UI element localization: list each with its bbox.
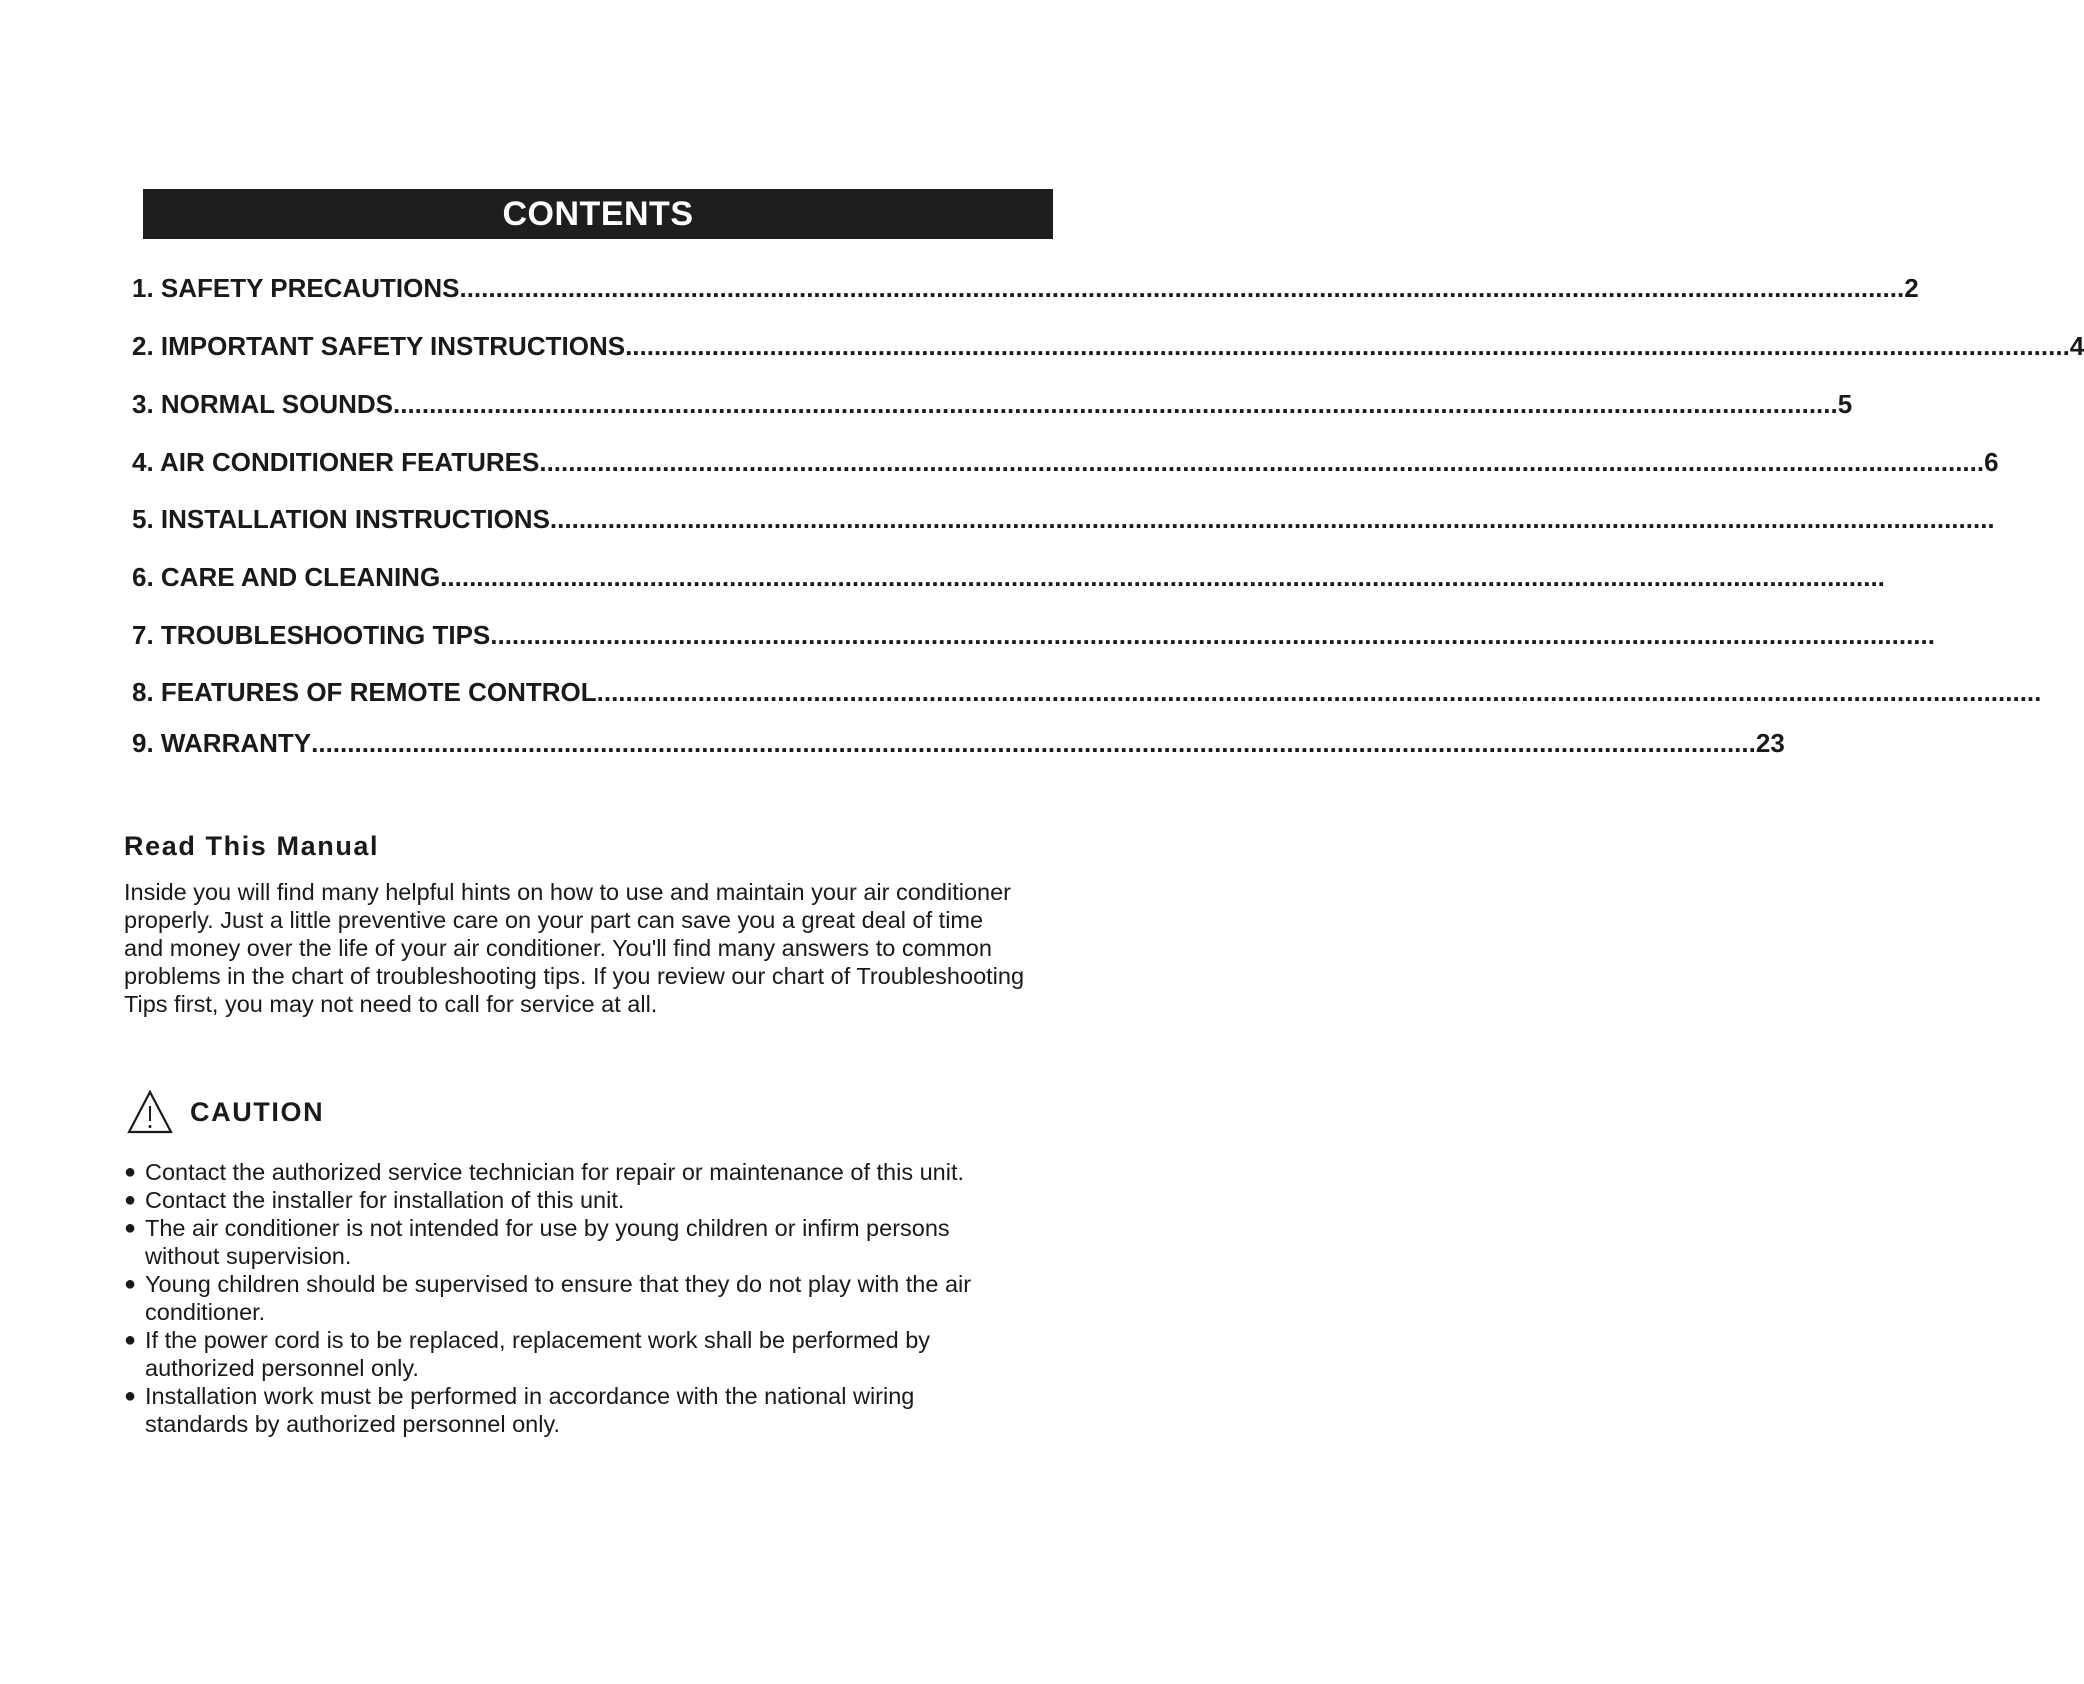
bullet-symbol: ● [124,1329,137,1351]
toc-entry-title: 6. CARE AND CLEANING [132,561,441,592]
caution-heading: CAUTION [190,1097,325,1127]
list-item [124,1270,1124,1326]
toc-entry-title: 9. WARRANTY [132,727,312,758]
list-item-line: authorized personnel only. [145,1355,419,1381]
list-item-line: conditioner. [145,1299,266,1325]
toc-entry-page: 6 [1984,446,1999,477]
bullet-symbol: ● [124,1385,137,1407]
toc-entry-title: 1. SAFETY PRECAUTIONS [132,272,460,303]
list-item [124,1186,1124,1214]
toc-entry [132,499,1995,539]
toc-entry-title: 3. NORMAL SOUNDS [132,388,393,419]
list-item-line: The air conditioner is not intended for use by young children or infirm persons [145,1215,950,1241]
toc-entry [132,384,1853,424]
list-item-line: Contact the installer for installation of this unit. [145,1187,625,1213]
list-item [124,1214,1124,1270]
toc-dot-leader: ........................................................................................................................................................................................................ [459,272,1905,303]
contents-title: CONTENTS [502,194,694,233]
caution-list [124,1158,1124,1438]
read-manual-heading: Read This Manual [124,831,380,861]
toc-dot-leader: ........................................................................................................................................................................................................ [539,446,1985,477]
toc-dot-leader: ........................................................................................................................................................................................................ [625,330,2070,361]
list-item-line: If the power cord is to be replaced, replacement work shall be performed by [145,1327,931,1353]
toc-entry [132,442,1999,482]
toc-entry [132,615,1935,655]
toc-entry [132,723,1785,763]
toc-entry [132,672,2042,712]
toc-entry-page: 4 [2069,330,2084,361]
list-item [124,1158,1124,1186]
list-item-line: Young children should be supervised to ensure that they do not play with the air [145,1271,972,1297]
toc-entry-page: 2 [1904,272,1919,303]
toc-entry-title: 7. TROUBLESHOOTING TIPS [132,619,491,650]
toc-entry-title: 2. IMPORTANT SAFETY INSTRUCTIONS [132,330,626,361]
paragraph-line: Tips first, you may not need to call for service at all. [124,991,658,1017]
toc-entry-title: 4. AIR CONDITIONER FEATURES [132,446,540,477]
toc-entry [132,326,2084,366]
warning-triangle-icon [126,1089,174,1140]
toc-entry-title: 8. FEATURES OF REMOTE CONTROL [132,676,597,707]
paragraph-line: properly. Just a little preventive care on your part can save you a great deal of time [124,907,984,933]
toc-dot-leader: ........................................................................................................................................................................................................ [490,619,1935,650]
list-item [124,1326,1124,1382]
bullet-symbol: ● [124,1189,137,1211]
bullet-symbol: ● [124,1217,137,1239]
list-item-line: Installation work must be performed in accordance with the national wiring [145,1383,915,1409]
bullet-symbol: ● [124,1273,137,1295]
contents-banner [143,189,1053,239]
toc-entry [132,557,1885,597]
toc-dot-leader: ........................................................................................................................................................................................................ [549,503,1995,534]
paragraph-line: and money over the life of your air conditioner. You'll find many answers to common [124,935,992,961]
toc-entry-page: 5 [1837,388,1853,419]
list-item [124,1382,1124,1438]
toc-dot-leader: ........................................................................................................................................................................................................ [311,727,1756,758]
toc-entry-title: 5. INSTALLATION INSTRUCTIONS [132,503,550,534]
paragraph-line: Inside you will find many helpful hints on how to use and maintain your air conditioner [124,879,1011,905]
toc-dot-leader: ........................................................................................................................................................................................................ [393,388,1838,419]
paragraph-line: problems in the chart of troubleshooting tips. If you review our chart of Troubleshooting [124,963,1025,989]
toc-dot-leader: ........................................................................................................................................................................................................ [596,676,2042,707]
toc-entry [132,268,1919,308]
toc-entry-page: 23 [1755,727,1785,758]
bullet-symbol: ● [124,1161,137,1183]
list-item-line: without supervision. [145,1243,352,1269]
list-item-line: Contact the authorized service technician for repair or maintenance of this unit. [145,1159,965,1185]
list-item-line: standards by authorized personnel only. [145,1411,560,1437]
toc-dot-leader: ........................................................................................................................................................................................................ [440,561,1885,592]
read-manual-paragraph [124,878,1124,1018]
